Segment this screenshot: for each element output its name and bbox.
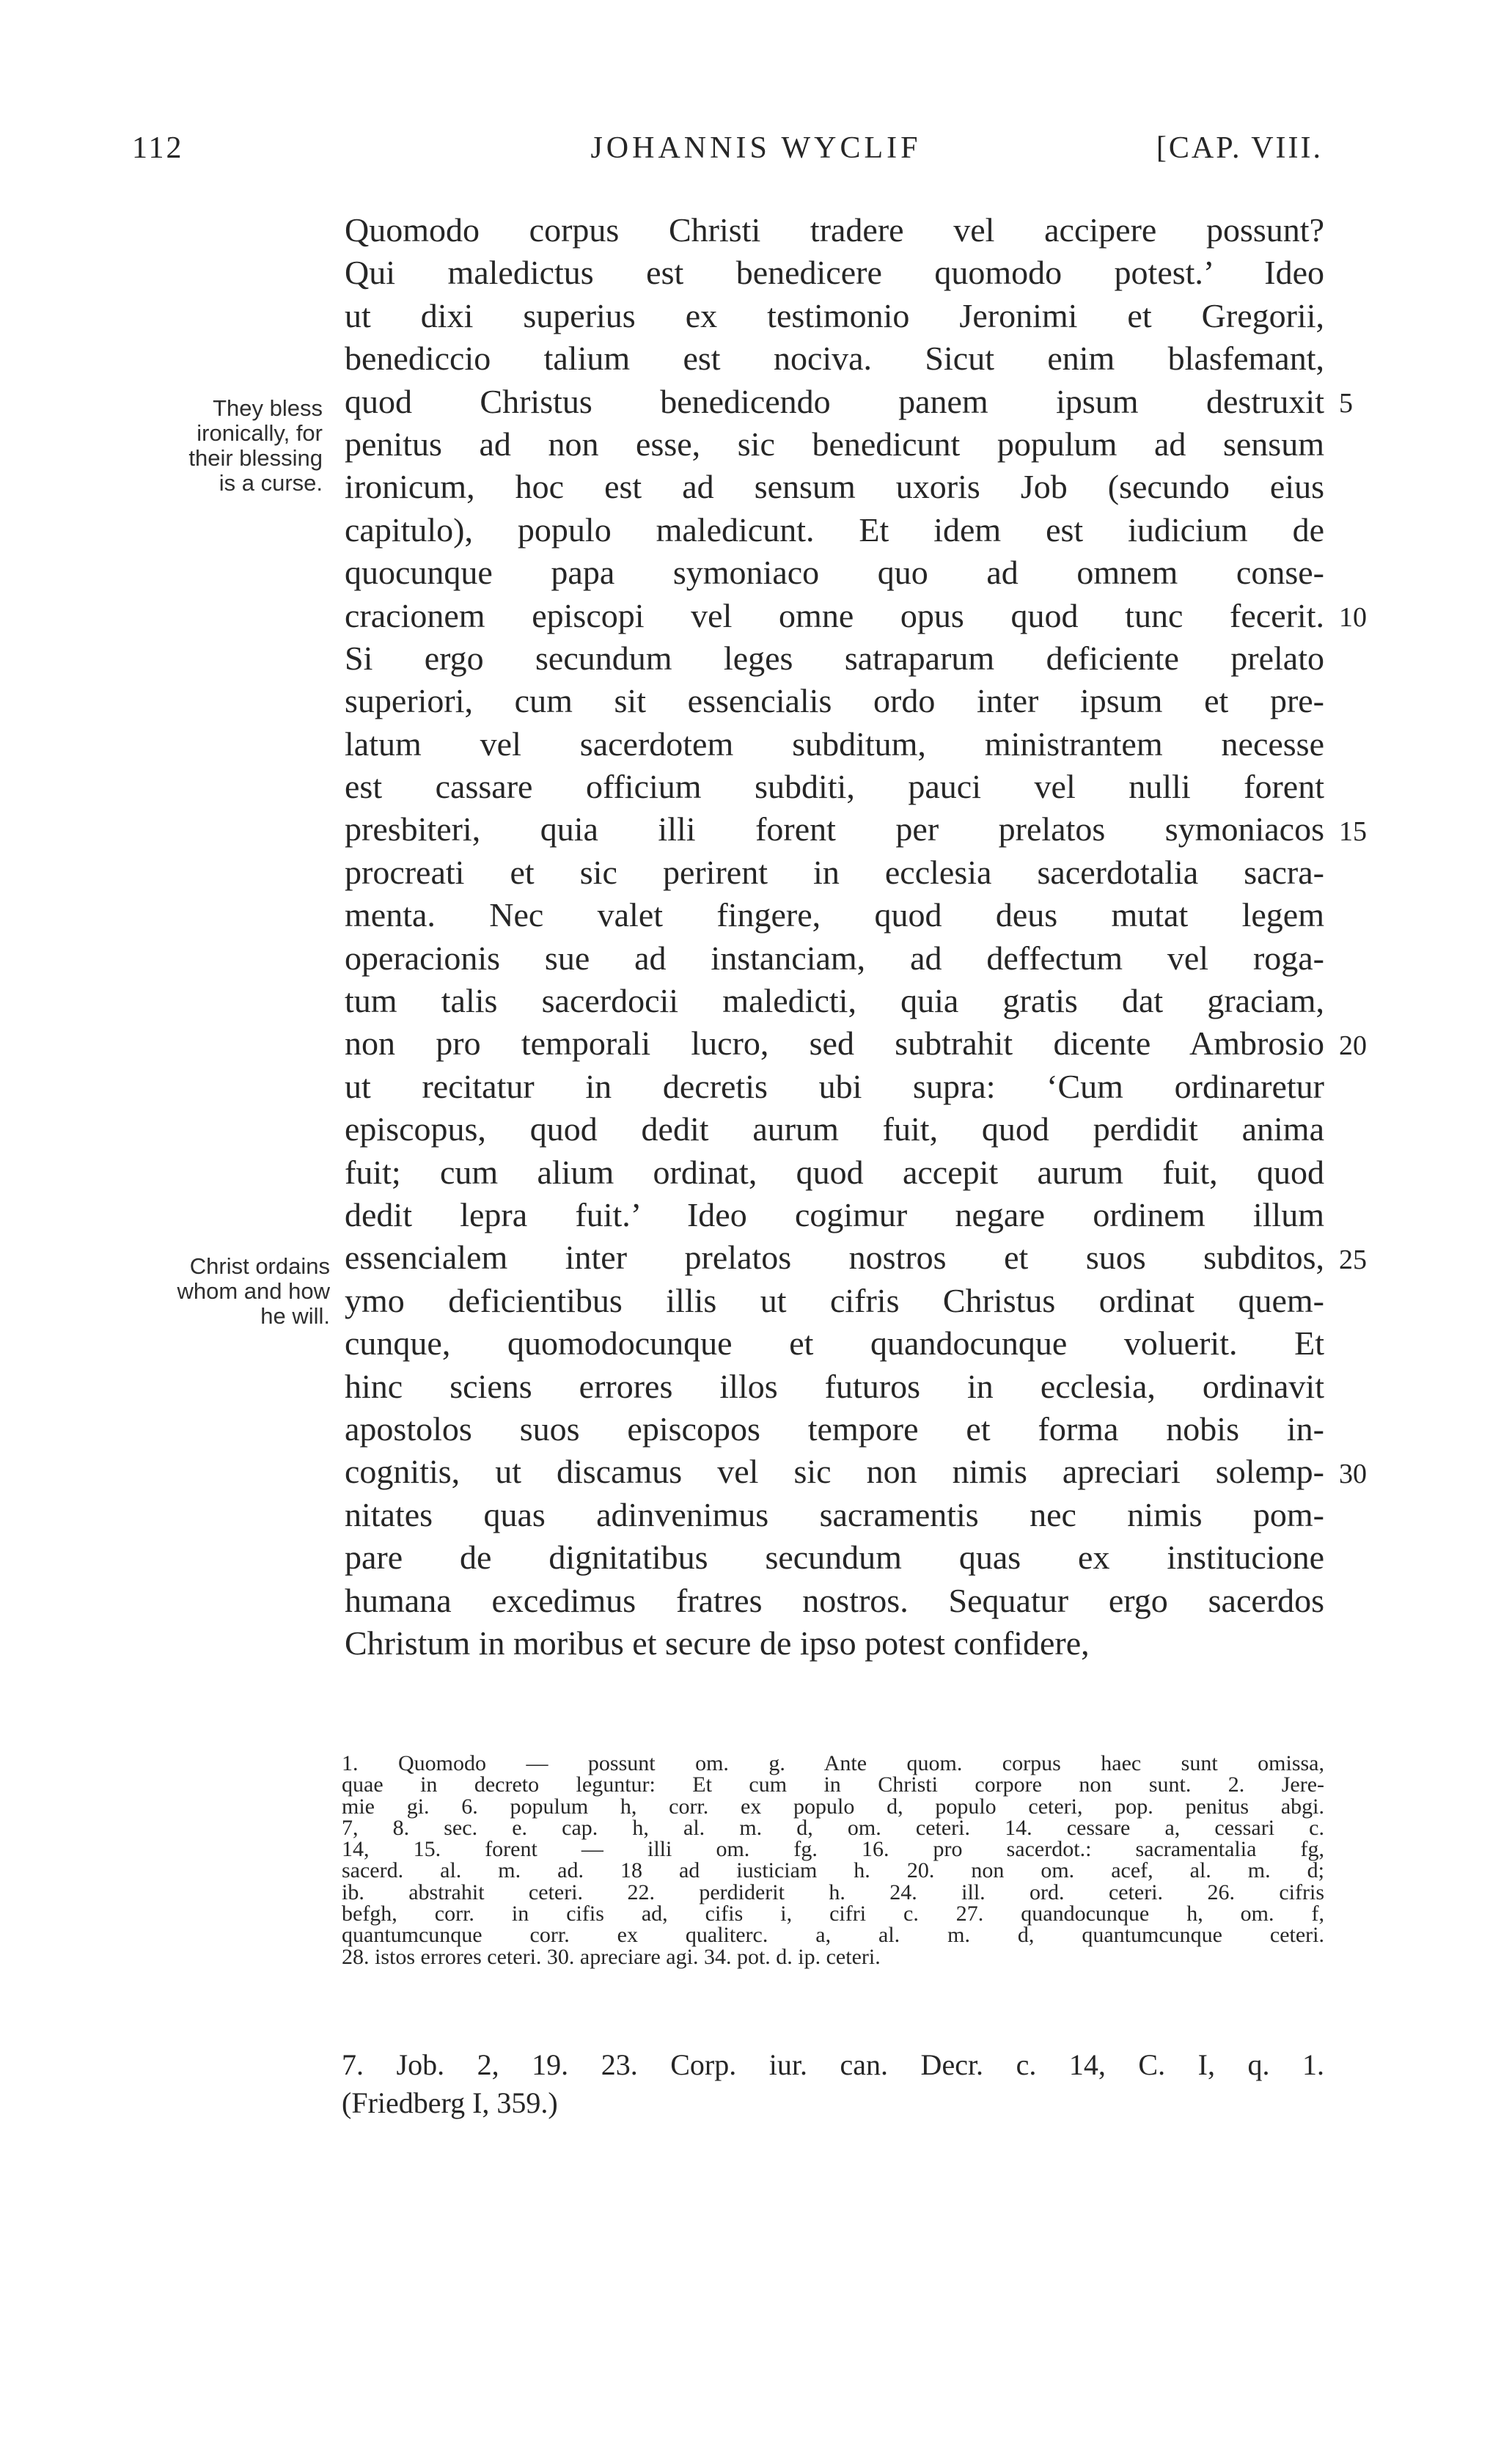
margin-note-line: their blessing — [188, 445, 323, 471]
text-line: presbiteri, quia illi forent per prelatos symoniacos — [345, 810, 1324, 848]
footnote-line: 1. Quomodo — possunt om. g. Ante quom. corpus haec sunt omissa, — [342, 1751, 1324, 1775]
page-number: 112 — [132, 131, 184, 165]
margin-note-line: ironically, for — [197, 420, 323, 446]
line-number: 15 — [1339, 816, 1367, 847]
margin-note-line: he will. — [260, 1303, 330, 1329]
source-references — [342, 2046, 1324, 2122]
text-line: essencialem inter prelatos nostros et suos subditos, — [345, 1239, 1324, 1277]
text-line: menta. Nec valet fingere, quod deus mutat legem — [345, 896, 1324, 934]
running-title: JOHANNIS WYCLIF — [590, 131, 922, 165]
critical-apparatus — [342, 1753, 1324, 1968]
text-line: nitates quas adinvenimus sacramentis nec nimis pom- — [345, 1495, 1324, 1533]
line-number: 25 — [1339, 1244, 1367, 1275]
margin-note-line: is a curse. — [219, 470, 323, 496]
margin-note-line: whom and how — [177, 1278, 330, 1304]
margin-note-line: They bless — [213, 395, 323, 421]
text-line: Christum in moribus et secure de ipso potest confidere, — [345, 1624, 1090, 1662]
text-line: ut recitatur in decretis ubi supra: ‘Cum ordinaretur — [345, 1067, 1324, 1105]
text-line: penitus ad non esse, sic benedicunt populum ad sensum — [345, 425, 1324, 463]
text-line: episcopus, quod dedit aurum fuit, quod perdidit anima — [345, 1110, 1324, 1148]
margin-note-ordains — [177, 1254, 330, 1329]
text-line: benediccio talium est nociva. Sicut enim blasfemant, — [345, 340, 1324, 378]
margin-note-line: Christ ordains — [189, 1253, 330, 1279]
text-line: superiori, cum sit essencialis ordo inter ipsum et pre- — [345, 682, 1324, 720]
footnote-line: 14, 15. forent — illi om. fg. 16. pro sacerdot.: sacramentalia fg, — [342, 1837, 1324, 1862]
text-line: pare de dignitatibus secundum quas ex institucione — [345, 1539, 1324, 1577]
text-line: procreati et sic perirent in ecclesia sacerdotalia sacra- — [345, 853, 1324, 891]
line-number: 5 — [1339, 388, 1353, 419]
footnote-line: ib. abstrahit ceteri. 22. perdiderit h. 24. ill. ord. ceteri. 26. cifris — [342, 1880, 1324, 1904]
line-number: 20 — [1339, 1030, 1367, 1061]
footnote-line: mie gi. 6. populum h, corr. ex populo d, populo ceteri, pop. penitus abgi. — [342, 1794, 1324, 1819]
footnote-line: quae in decreto leguntur: Et cum in Christi corpore non sunt. 2. Jere- — [342, 1772, 1324, 1797]
text-line: Qui maledictus est benedicere quomodo potest.’ Ideo — [345, 254, 1324, 292]
text-line: dedit lepra fuit.’ Ideo cogimur negare ordinem illum — [345, 1195, 1324, 1233]
text-line: latum vel sacerdotem subditum, ministrantem necesse — [345, 725, 1324, 763]
text-line: humana excedimus fratres nostros. Sequatur ergo sacerdos — [345, 1581, 1324, 1619]
text-line: apostolos suos episcopos tempore et forma nobis in- — [345, 1409, 1324, 1448]
line-number: 30 — [1339, 1459, 1367, 1489]
text-line: quod Christus benedicendo panem ipsum destruxit — [345, 382, 1324, 420]
chapter-label: [CAP. VIII. — [1156, 131, 1323, 165]
text-line: Quomodo corpus Christi tradere vel accipere possunt? — [345, 211, 1324, 249]
text-line: capitulo), populo maledicunt. Et idem est iudicium de — [345, 510, 1324, 549]
text-line: quocunque papa symoniaco quo ad omnem conse- — [345, 554, 1324, 592]
text-line: est cassare officium subditi, pauci vel nulli forent — [345, 768, 1324, 806]
main-text — [345, 209, 1324, 1665]
text-line: operacionis sue ad instanciam, ad deffectum vel roga- — [345, 939, 1324, 977]
running-header — [0, 131, 1512, 175]
text-line: ut dixi superius ex testimonio Jeronimi et Gregorii, — [345, 296, 1324, 334]
text-line: cunque, quomodocunque et quandocunque voluerit. Et — [345, 1324, 1324, 1363]
text-line: ironicum, hoc est ad sensum uxoris Job (secundo eius — [345, 468, 1324, 506]
text-line: fuit; cum alium ordinat, quod accepit aurum fuit, quod — [345, 1153, 1324, 1191]
footnote-line: sacerd. al. m. ad. 18 ad iusticiam h. 20. non om. acef, al. m. d; — [342, 1858, 1324, 1883]
text-line: Si ergo secundum leges satraparum deficiente prelato — [345, 639, 1324, 677]
margin-note-blessing — [188, 396, 323, 496]
text-line: ymo deficientibus illis ut cifris Christus ordinat quem- — [345, 1281, 1324, 1319]
text-line: non pro temporali lucro, sed subtrahit dicente Ambrosio — [345, 1024, 1324, 1063]
text-line: tum talis sacerdocii maledicti, quia gratis dat graciam, — [345, 982, 1324, 1020]
footnote-line: 7, 8. sec. e. cap. h, al. m. d, om. ceteri. 14. cessare a, cessari c. — [342, 1815, 1324, 1840]
footnote-line: 28. istos errores ceteri. 30. apreciare agi. 34. pot. d. ip. ceteri. — [342, 1944, 881, 1969]
reference-line: 7. Job. 2, 19. 23. Corp. iur. can. Decr. c. 14, C. I, q. 1. — [342, 2048, 1324, 2081]
footnote-line: quantumcunque corr. ex qualiterc. a, al. m. d, quantumcunque ceteri. — [342, 1923, 1324, 1948]
footnote-line: befgh, corr. in cifis ad, cifis i, cifri c. 27. quandocunque h, om. f, — [342, 1902, 1324, 1926]
line-number: 10 — [1339, 602, 1367, 633]
text-line: hinc sciens errores illos futuros in ecclesia, ordinavit — [345, 1367, 1324, 1405]
text-line: cracionem episcopi vel omne opus quod tunc fecerit. — [345, 596, 1324, 634]
reference-line: (Friedberg I, 359.) — [342, 2086, 558, 2119]
text-line: cognitis, ut discamus vel sic non nimis apreciari solemp- — [345, 1453, 1324, 1491]
